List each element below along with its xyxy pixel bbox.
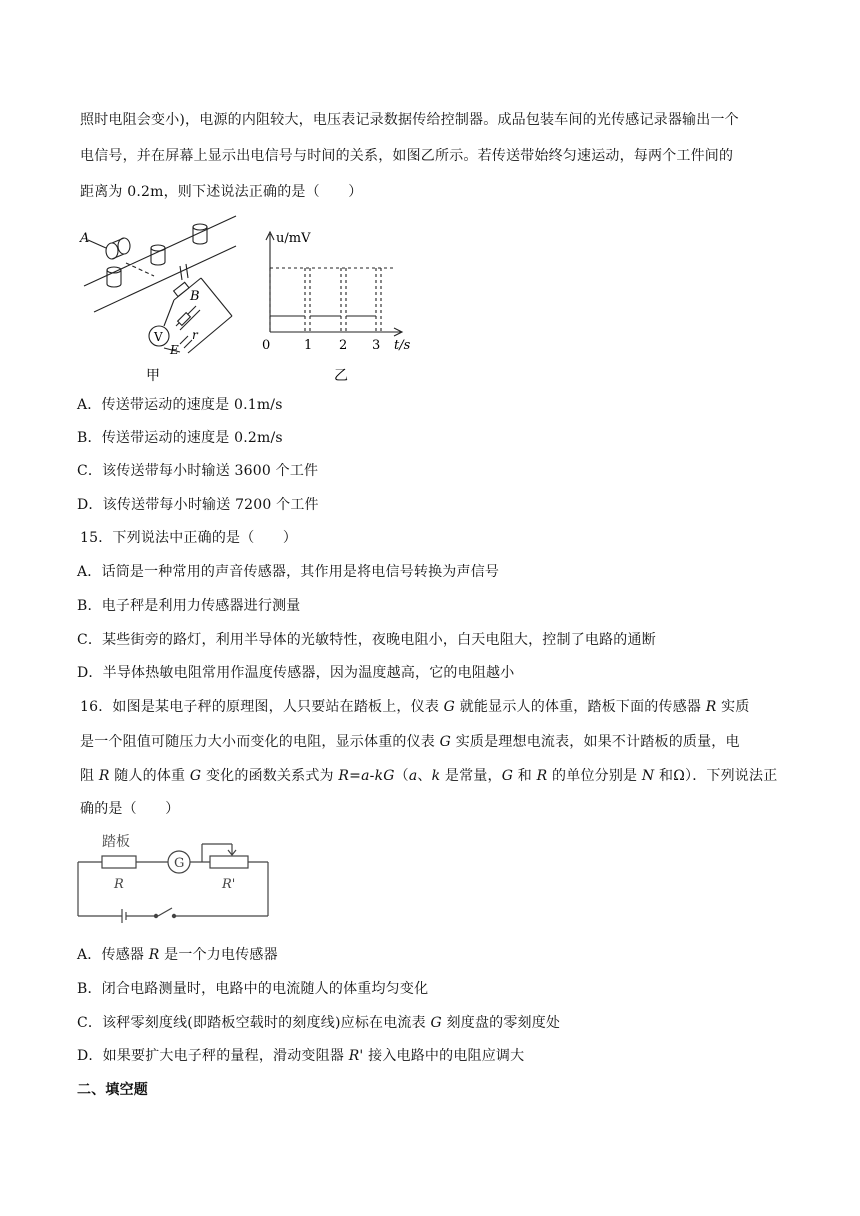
q16-stem-line4: 确的是（ ） [80,801,180,817]
fig-jia-label-A: A [80,231,90,246]
figure-yi-voltage-time [254,228,424,386]
q16-stem-line1: 16．如图是某电子秤的原理图，人只要站在踏板上，仪表 G 就能显示人的体重，踏板下面的传感器 R 实质 [80,699,750,715]
q16-option-b: B．闭合电路测量时，电路中的电流随人的体重均匀变化 [77,981,429,997]
q16-stem-line2: 是一个阻值可随压力大小而变化的电阻，显示体重的仪表 G 实质是理想电流表，如果不计踏板的质量，电 [80,734,740,750]
section-heading-fill-in: 二、填空题 [77,1082,148,1098]
q14-option-c: C．该传送带每小时输送 3600 个工件 [77,463,319,479]
q14-stem-line3: 距离为 0.2m，则下述说法正确的是（ ） [80,184,363,200]
figure-jia-conveyor-circuit [76,208,246,386]
q14-option-a: A．传送带运动的速度是 0.1m/s [77,397,283,413]
fig-yi-x-axis-label: t/s [394,338,411,353]
fig-yi-tick-0: 0 [262,338,271,353]
q15-option-a: A．话筒是一种常用的声音传感器，其作用是将电信号转换为声信号 [77,564,500,580]
q15-stem: 15．下列说法中正确的是（ ） [80,530,298,546]
q14-option-d: D．该传送带每小时输送 7200 个工件 [77,497,319,513]
fig-jia-caption: 甲 [146,368,160,384]
q16-stem-line3: 阻 R 随人的体重 G 变化的函数关系式为 R=a-kG（a、k 是常量，G 和 R 的单位分别是 N 和Ω）．下列说法正 [80,768,778,784]
fig-yi-tick-1: 1 [304,338,313,353]
q16-option-a: A．传感器 R 是一个力电传感器 [77,947,278,963]
q16-option-d: D．如果要扩大电子秤的量程，滑动变阻器 R' 接入电路中的电阻应调大 [77,1048,525,1064]
figure-electronic-scale-circuit [76,830,276,925]
fig-q16-label-Rp: R' [222,877,236,892]
q16-option-c: C．该秤零刻度线(即踏板空载时的刻度线)应标在电流表 G 刻度盘的零刻度处 [77,1015,561,1031]
q15-option-d: D．半导体热敏电阻常用作温度传感器，因为温度越高，它的电阻越小 [77,665,515,681]
q15-option-b: B．电子秤是利用力传感器进行测量 [77,598,301,614]
q14-option-b: B．传送带运动的速度是 0.2m/s [77,430,283,446]
fig-q16-label-G: G [174,856,185,871]
q14-stem-line1: 照时电阻会变小)，电源的内阻较大，电压表记录数据传给控制器。成品包装车间的光传感记录器输出一个 [80,112,739,128]
fig-jia-label-r: r [192,328,198,342]
fig-q16-pedal-label: 踏板 [102,834,130,850]
fig-jia-label-V: V [154,330,163,344]
fig-q16-label-R: R [114,877,124,892]
fig-yi-tick-2: 2 [339,338,348,353]
q14-stem-line2: 电信号，并在屏幕上显示出电信号与时间的关系，如图乙所示。若传送带始终匀速运动，每两个工件间的 [80,148,734,164]
fig-jia-label-B: B [190,289,200,304]
fig-jia-label-E: E [170,343,179,357]
fig-yi-y-axis-label: u/mV [276,231,311,246]
fig-yi-caption: 乙 [334,368,348,384]
q15-option-c: C．某些街旁的路灯，利用半导体的光敏特性，夜晚电阻小，白天电阻大，控制了电路的通断 [77,632,656,648]
fig-yi-tick-3: 3 [372,338,381,353]
